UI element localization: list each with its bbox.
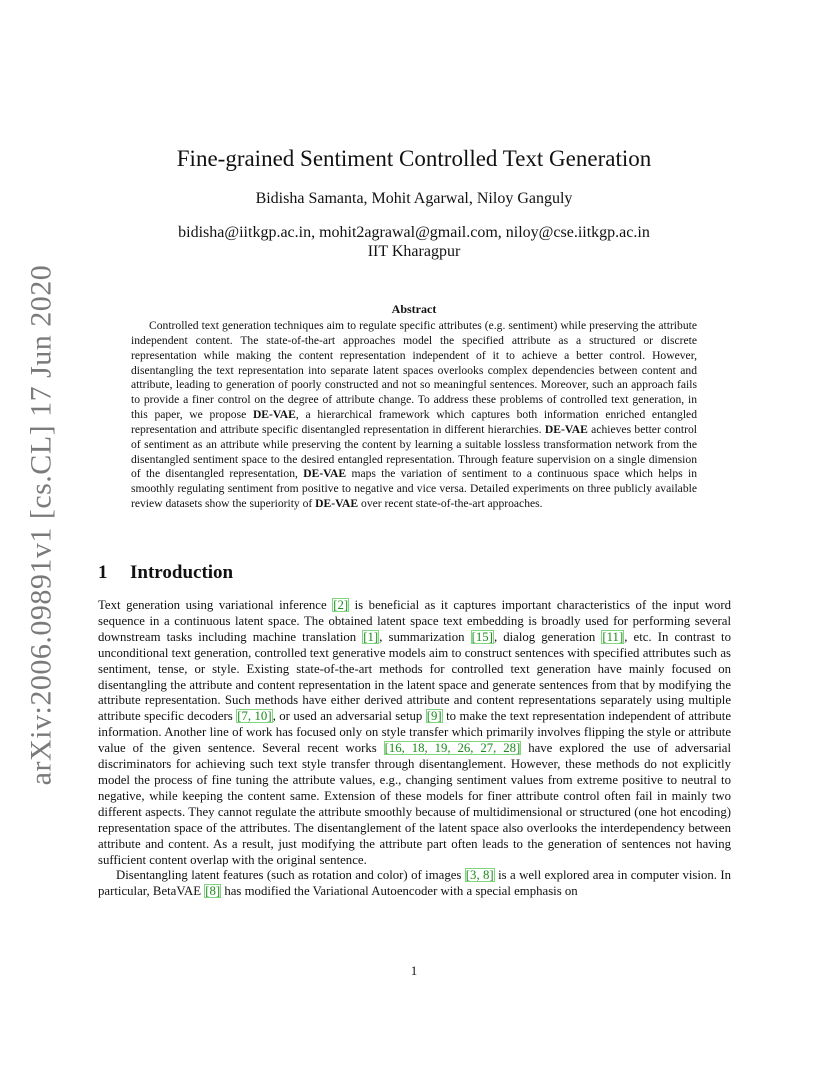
body-text: Disentangling latent features (such as rotation and color) of images (116, 868, 465, 883)
abstract-paragraph (131, 319, 697, 512)
intro-paragraph-2 (98, 868, 731, 900)
author-emails: bidisha@iitkgp.ac.in, mohit2agrawal@gmail.com, niloy@cse.iitkgp.ac.in (178, 224, 650, 241)
affiliation: IIT Kharagpur (367, 243, 461, 260)
abstract-text: maps the variation of sentiment to a continuous space which helps in smoothly regulating sentiment from positive to negative and vice versa. Detailed experiments on three publicly available review datasets show the superiority of (131, 467, 697, 511)
section-title: Introduction (130, 562, 234, 583)
body-text: to make the text representation independent of attribute information. Another line of work has focused only on style transfer which primarily involves flipping the style or attribute value of the given sentence. Several recent works (98, 709, 732, 756)
abstract-text: over recent state-of-the-art approaches. (358, 497, 543, 511)
section-number: 1 (98, 562, 108, 583)
section-heading (98, 562, 233, 584)
arxiv-identifier-text: arXiv:2006.09891v1 [cs.CL] 17 Jun 2020 (24, 264, 57, 786)
citation-link[interactable]: [1] (363, 629, 379, 644)
citation-link[interactable]: [9] (426, 709, 442, 724)
citation-link[interactable]: [15] (471, 629, 493, 644)
body-text: is beneficial as it captures important characteristics of the input word sequence in a continuous latent space. The obtained latent space text embedding is broadly used for performing several downstream tasks including machine translation (98, 598, 731, 644)
author-list: Bidisha Samanta, Mohit Agarwal, Niloy Ganguly (255, 190, 573, 207)
body-text: have explored the use of adversarial discriminators for achieving such text style transfer through disentanglement. However, these methods do not explicitly model the process of fine tuning the attribute values, e.g., changing sentiment values from extreme positive to neutral to negative, while keeping the content same. Extension of these models for finer attribute control often fail in mainly two different aspects. They cannot regulate the attribute smoothly because of multidimensional or structured (one hot encoding) representation space of the attributes. The disentanglement of the latent space also overlooks the interdependency between attribute and content. As a result, just modifying the attribute part often leads to the generation of sentences not having sufficient content overlap with the original sentence. (98, 741, 732, 867)
body-text: , summarization (379, 629, 471, 644)
citation-link[interactable]: [8] (205, 884, 221, 899)
model-name: DE-VAE (544, 422, 588, 436)
model-name: DE-VAE (252, 408, 296, 422)
abstract-body (131, 319, 697, 512)
page-number: 1 (410, 963, 418, 978)
abstract-text: achieves better control of sentiment as an attribute while preserving the content by learning a suitable lossless transformation network from the disentangled sentiment space to the desired entangled representation. Through feature supervision on a single dimension of the disentangled representation, (131, 422, 697, 481)
model-name: DE-VAE (315, 497, 359, 511)
citation-link[interactable]: [7, 10] (237, 709, 272, 724)
body-text: , or used an adversarial setup (272, 709, 426, 724)
citation-link[interactable]: [2] (333, 598, 349, 612)
abstract-heading: Abstract (391, 302, 437, 316)
intro-paragraph-1 (98, 598, 731, 868)
body-text: , dialog generation (493, 629, 602, 644)
abstract-text: Controlled text generation techniques aim to regulate specific attributes (e.g. sentiment) while preserving the attribute independent content. The state-of-the-art approaches model the specified attribute as a structured or discrete representation while making the content representation independent of it to achieve a better control. However, disentangling the text representation into separate latent spaces overlooks complex dependencies between content and attribute, leading to generation of poorly constructed and not so meaningful sentences. Moreover, such an approach fails to provide a finer control on the degree of attribute change. To address these problems of controlled text generation, in this paper, we propose (131, 319, 697, 422)
citation-link[interactable]: [11] (602, 629, 624, 644)
citation-link[interactable]: [3, 8] (465, 868, 494, 883)
citation-link[interactable]: [16, 18, 19, 26, 27, 28] (384, 741, 521, 756)
model-name: DE-VAE (303, 467, 347, 481)
body-text: , etc. In contrast to unconditional text generation, controlled text generative models aim to construct sentences with specified attributes such as sentiment, tense, or style. Existing state-of-the-art methods for controlled text generation have mainly focused on disentangling the attribute and content representation in the latent space and generate sentences from that by modifying the attribute representation. Such methods have either derived attribute and content representations separately using multiple attribute specific decoders (98, 629, 731, 724)
abstract-text: , a hierarchical framework which captures both information enriched entangled representation and attribute specific disentangled representation in different hierarchies. (131, 408, 697, 436)
arxiv-identifier-stamp (19, 264, 63, 786)
body-text: is a well explored area in computer vision. In particular, BetaVAE (98, 868, 731, 899)
body-text: Text generation using variational inference (98, 598, 333, 612)
introduction-body (98, 598, 731, 900)
body-text: has modified the Variational Autoencoder with a special emphasis on (221, 884, 578, 899)
paper-title: Fine-grained Sentiment Controlled Text Generation (176, 146, 652, 171)
